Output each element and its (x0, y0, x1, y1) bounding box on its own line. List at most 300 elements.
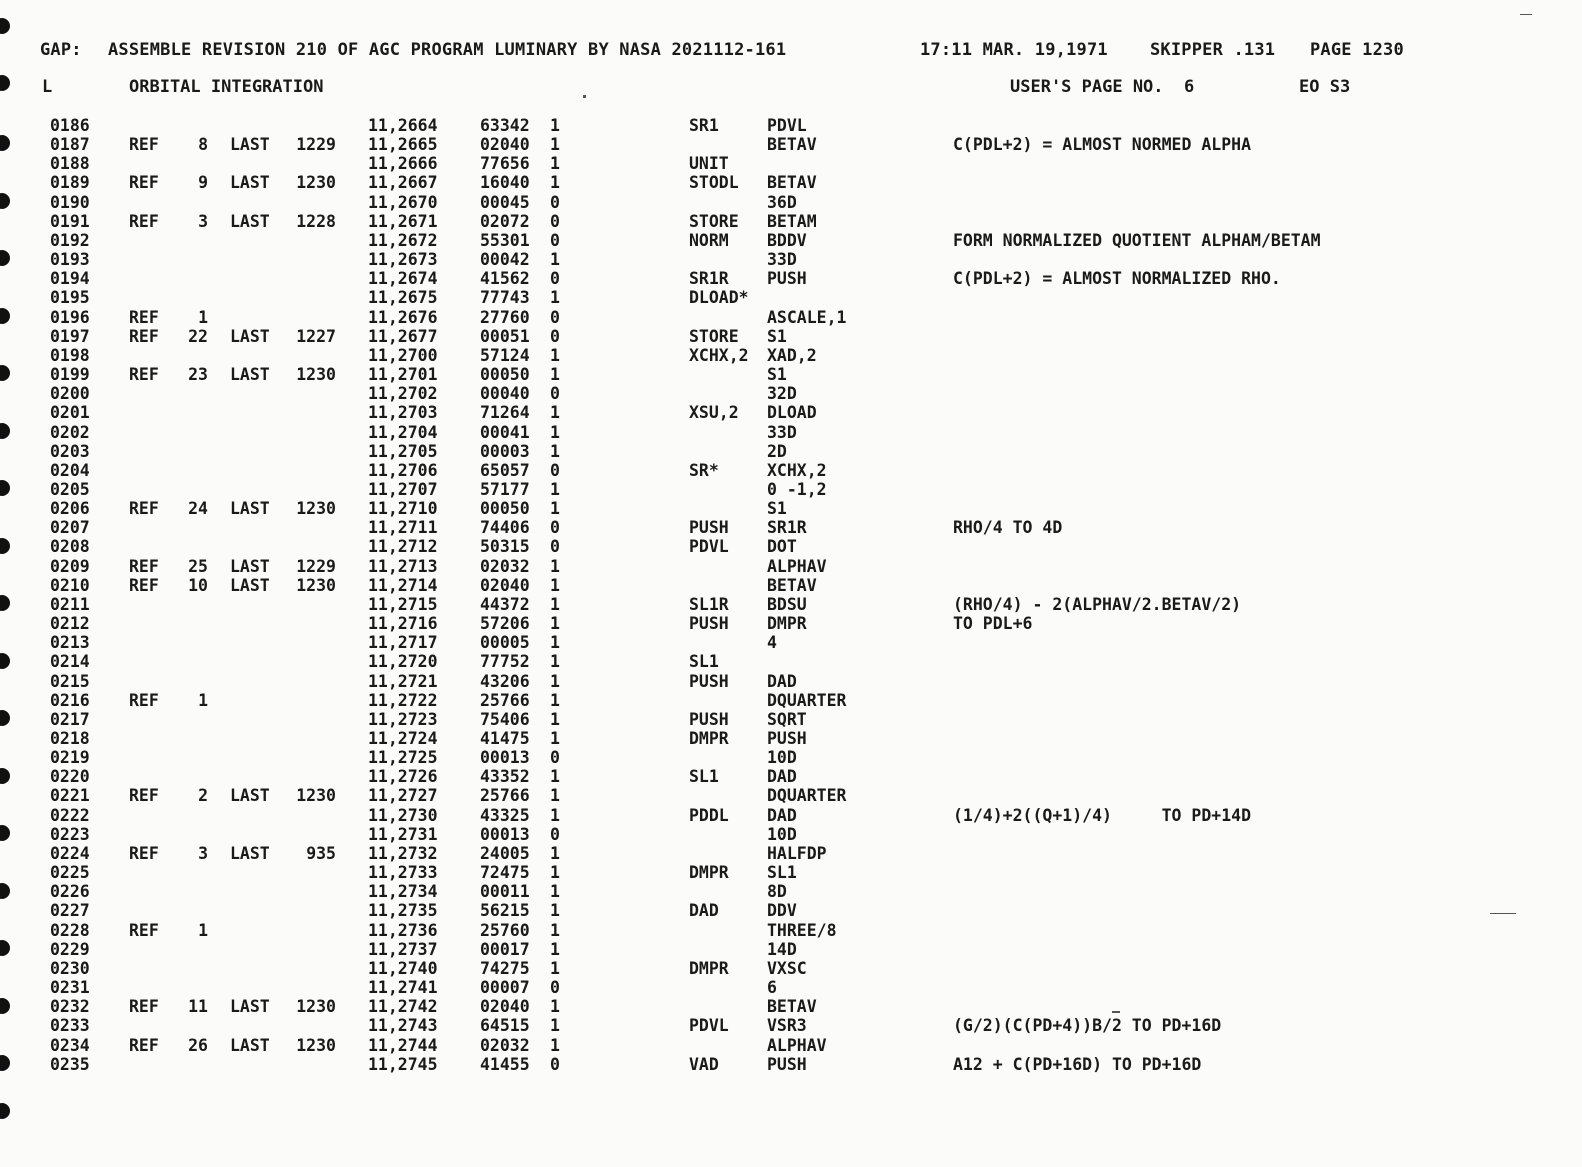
ref-label: REF (129, 690, 159, 710)
parity-bit: 0 (550, 326, 560, 346)
ref-label: REF (129, 326, 159, 346)
line-number: 0222 (50, 805, 90, 825)
memory-address: 11,2706 (368, 460, 438, 480)
line-number: 0208 (50, 537, 90, 557)
line-number: 0204 (50, 460, 90, 480)
listing-body (0, 116, 1560, 1074)
ref-label: REF (129, 997, 159, 1017)
memory-address: 11,2700 (368, 345, 438, 365)
operand: PUSH (767, 729, 807, 748)
octal-word: 00045 (480, 192, 530, 212)
revision-code: EO S3 (1299, 77, 1351, 97)
line-number: 0227 (50, 901, 90, 921)
octal-word: 27760 (480, 307, 530, 327)
listing-row (0, 212, 1560, 231)
operand: BETAM (767, 211, 817, 231)
listing-marker: L (42, 77, 53, 97)
listing-row (0, 327, 1560, 346)
parity-bit: 1 (550, 479, 560, 499)
parity-bit: 1 (550, 365, 560, 385)
opcode: DMPR (689, 863, 729, 883)
operand: DQUARTER (767, 690, 847, 710)
line-number: 0188 (50, 154, 90, 174)
memory-address: 11,2726 (368, 767, 438, 787)
last-page: 1230 (296, 997, 336, 1017)
gap-label: GAP: (40, 40, 82, 60)
listing-row (0, 825, 1560, 844)
listing-row (0, 940, 1560, 959)
memory-address: 11,2724 (368, 729, 438, 748)
memory-address: 11,2671 (368, 211, 438, 231)
listing-row (0, 806, 1560, 825)
line-number: 0226 (50, 882, 90, 902)
parity-bit: 1 (550, 345, 560, 365)
listing-row (0, 959, 1560, 978)
parity-bit: 0 (550, 748, 560, 768)
ref-count: 3 (198, 211, 208, 231)
operand: XCHX,2 (767, 460, 827, 480)
parity-bit: 1 (550, 575, 560, 595)
octal-word: 43206 (480, 671, 530, 691)
operand: ALPHAV (767, 556, 827, 576)
listing-row (0, 442, 1560, 461)
octal-word: 77752 (480, 652, 530, 672)
comment: C(PDL+2) = ALMOST NORMALIZED RHO. (953, 269, 1281, 289)
octal-word: 25760 (480, 920, 530, 940)
opcode: XSU,2 (689, 403, 739, 423)
ref-label: REF (129, 843, 159, 863)
line-number: 0213 (50, 633, 90, 653)
parity-bit: 0 (550, 978, 560, 998)
listing-header (40, 40, 1560, 60)
memory-address: 11,2665 (368, 135, 438, 155)
line-number: 0233 (50, 1016, 90, 1036)
comment: C(PDL+2) = ALMOST NORMED ALPHA (953, 135, 1252, 155)
opcode: SL1 (689, 652, 719, 672)
parity-bit: 0 (550, 230, 560, 250)
line-number: 0192 (50, 230, 90, 250)
ref-count: 25 (188, 556, 208, 576)
listing-row (0, 308, 1560, 327)
memory-address: 11,2725 (368, 748, 438, 768)
opcode: XCHX,2 (689, 345, 749, 365)
parity-bit: 0 (550, 211, 560, 231)
ref-count: 9 (198, 173, 208, 193)
octal-word: 02040 (480, 135, 530, 155)
octal-word: 00041 (480, 422, 530, 442)
memory-address: 11,2737 (368, 939, 438, 959)
listing-row (0, 729, 1560, 748)
listing-row (0, 595, 1560, 614)
listing-row (0, 116, 1560, 135)
last-label: LAST (230, 499, 270, 519)
last-page: 1230 (296, 173, 336, 193)
listing-row (0, 135, 1560, 154)
memory-address: 11,2727 (368, 786, 438, 806)
octal-word: 02040 (480, 575, 530, 595)
octal-word: 57206 (480, 614, 530, 634)
operand: DAD (767, 805, 797, 825)
memory-address: 11,2736 (368, 920, 438, 940)
memory-address: 11,2710 (368, 499, 438, 519)
octal-word: 56215 (480, 901, 530, 921)
ref-count: 22 (188, 326, 208, 346)
line-number: 0228 (50, 920, 90, 940)
line-number: 0225 (50, 863, 90, 883)
binder-hole (0, 75, 10, 91)
line-number: 0215 (50, 671, 90, 691)
memory-address: 11,2721 (368, 671, 438, 691)
memory-address: 11,2731 (368, 824, 438, 844)
operand: 10D (767, 824, 797, 844)
listing-row (0, 1016, 1560, 1035)
section-title: ORBITAL INTEGRATION (129, 77, 324, 97)
binder-hole (0, 18, 10, 34)
line-number: 0200 (50, 384, 90, 404)
octal-word: 00017 (480, 939, 530, 959)
octal-word: 24005 (480, 843, 530, 863)
line-number: 0189 (50, 173, 90, 193)
octal-word: 02032 (480, 1035, 530, 1055)
opcode: VAD (689, 1054, 719, 1074)
ref-label: REF (129, 135, 159, 155)
operand: DOT (767, 537, 797, 557)
listing-row (0, 844, 1560, 863)
operand: S1 (767, 365, 787, 385)
parity-bit: 1 (550, 729, 560, 748)
opcode: SL1 (689, 767, 719, 787)
line-number: 0229 (50, 939, 90, 959)
parity-bit: 0 (550, 269, 560, 289)
operand: 0 -1,2 (767, 479, 827, 499)
memory-address: 11,2723 (368, 709, 438, 729)
listing-row (0, 576, 1560, 595)
line-number: 0186 (50, 116, 90, 135)
ref-label: REF (129, 556, 159, 576)
listing-row (0, 882, 1560, 901)
line-number: 0219 (50, 748, 90, 768)
assembly-datetime: 17:11 MAR. 19,1971 (920, 40, 1108, 60)
memory-address: 11,2715 (368, 594, 438, 614)
listing-row (0, 1036, 1560, 1055)
memory-address: 11,2741 (368, 978, 438, 998)
print-speck (1520, 14, 1532, 15)
comment: A12 + C(PD+16D) TO PD+16D (953, 1054, 1202, 1074)
octal-word: 57124 (480, 345, 530, 365)
memory-address: 11,2675 (368, 288, 438, 308)
assembly-title: ASSEMBLE REVISION 210 OF AGC PROGRAM LUMINARY BY NASA 2021112-161 (108, 40, 787, 60)
last-page: 1230 (296, 575, 336, 595)
parity-bit: 1 (550, 709, 560, 729)
parity-bit: 1 (550, 652, 560, 672)
operand: 10D (767, 748, 797, 768)
parity-bit: 1 (550, 882, 560, 902)
memory-address: 11,2713 (368, 556, 438, 576)
listing-row (0, 978, 1560, 997)
listing-row (0, 384, 1560, 403)
octal-word: 63342 (480, 116, 530, 135)
listing-row (0, 461, 1560, 480)
octal-word: 55301 (480, 230, 530, 250)
operand: BETAV (767, 173, 817, 193)
octal-word: 71264 (480, 403, 530, 423)
opcode: SR1 (689, 116, 719, 135)
memory-address: 11,2734 (368, 882, 438, 902)
octal-word: 00013 (480, 824, 530, 844)
comment: (1/4)+2((Q+1)/4) TO PD+14D (953, 805, 1252, 825)
listing-row (0, 231, 1560, 250)
memory-address: 11,2703 (368, 403, 438, 423)
last-page: 1229 (296, 556, 336, 576)
octal-word: 25766 (480, 690, 530, 710)
memory-address: 11,2670 (368, 192, 438, 212)
listing-row (0, 633, 1560, 652)
line-number: 0234 (50, 1035, 90, 1055)
memory-address: 11,2673 (368, 250, 438, 270)
memory-address: 11,2717 (368, 633, 438, 653)
listing-row (0, 537, 1560, 556)
listing-row (0, 346, 1560, 365)
memory-address: 11,2712 (368, 537, 438, 557)
listing-row (0, 786, 1560, 805)
octal-word: 00005 (480, 633, 530, 653)
last-label: LAST (230, 997, 270, 1017)
line-number: 0203 (50, 441, 90, 461)
last-label: LAST (230, 556, 270, 576)
listing-row (0, 269, 1560, 288)
parity-bit: 0 (550, 518, 560, 538)
parity-bit: 1 (550, 690, 560, 710)
listing-row (0, 748, 1560, 767)
opcode: DMPR (689, 958, 729, 978)
operand: S1 (767, 326, 787, 346)
listing-row (0, 365, 1560, 384)
line-number: 0197 (50, 326, 90, 346)
last-label: LAST (230, 843, 270, 863)
listing-row (0, 672, 1560, 691)
listing-row (0, 518, 1560, 537)
octal-word: 02072 (480, 211, 530, 231)
operand: THREE/8 (767, 920, 837, 940)
last-page: 1230 (296, 786, 336, 806)
line-number: 0207 (50, 518, 90, 538)
operand: 8D (767, 882, 787, 902)
octal-word: 00007 (480, 978, 530, 998)
last-page: 1230 (296, 365, 336, 385)
line-number: 0201 (50, 403, 90, 423)
memory-address: 11,2711 (368, 518, 438, 538)
opcode: PUSH (689, 709, 729, 729)
listing-row (0, 921, 1560, 940)
ref-count: 8 (198, 135, 208, 155)
operand: S1 (767, 499, 787, 519)
octal-word: 72475 (480, 863, 530, 883)
parity-bit: 0 (550, 1054, 560, 1074)
line-number: 0202 (50, 422, 90, 442)
listing-row (0, 154, 1560, 173)
memory-address: 11,2704 (368, 422, 438, 442)
line-number: 0223 (50, 824, 90, 844)
operand: BDSU (767, 594, 807, 614)
memory-address: 11,2743 (368, 1016, 438, 1036)
memory-address: 11,2720 (368, 652, 438, 672)
octal-word: 74275 (480, 958, 530, 978)
listing-row (0, 557, 1560, 576)
comment: TO PDL+6 (953, 614, 1033, 634)
last-page: 935 (306, 843, 336, 863)
line-number: 0193 (50, 250, 90, 270)
octal-word: 00040 (480, 384, 530, 404)
last-label: LAST (230, 1035, 270, 1055)
listing-row (0, 480, 1560, 499)
opcode: NORM (689, 230, 729, 250)
listing-row (0, 403, 1560, 422)
ref-label: REF (129, 920, 159, 940)
opcode: STORE (689, 326, 739, 346)
operand: BDDV (767, 230, 807, 250)
octal-word: 41455 (480, 1054, 530, 1074)
listing-row (0, 423, 1560, 442)
line-number: 0195 (50, 288, 90, 308)
parity-bit: 1 (550, 403, 560, 423)
operand: ALPHAV (767, 1035, 827, 1055)
comment: (G/2)(C(PD+4))B/2 TO PD+16D (953, 1016, 1222, 1036)
listing-row (0, 901, 1560, 920)
octal-word: 00003 (480, 441, 530, 461)
memory-address: 11,2664 (368, 116, 438, 135)
listing-row (0, 997, 1560, 1016)
ref-label: REF (129, 1035, 159, 1055)
parity-bit: 1 (550, 958, 560, 978)
line-number: 0231 (50, 978, 90, 998)
last-page: 1228 (296, 211, 336, 231)
parity-bit: 1 (550, 614, 560, 634)
operand: PUSH (767, 1054, 807, 1074)
line-number: 0210 (50, 575, 90, 595)
last-page: 1230 (296, 499, 336, 519)
last-label: LAST (230, 365, 270, 385)
operand: 4 (767, 633, 777, 653)
memory-address: 11,2744 (368, 1035, 438, 1055)
line-number: 0190 (50, 192, 90, 212)
parity-bit: 1 (550, 1016, 560, 1036)
line-number: 0235 (50, 1054, 90, 1074)
operand: DAD (767, 671, 797, 691)
line-number: 0218 (50, 729, 90, 748)
line-number: 0191 (50, 211, 90, 231)
operand: 6 (767, 978, 777, 998)
line-number: 0194 (50, 269, 90, 289)
memory-address: 11,2677 (368, 326, 438, 346)
memory-address: 11,2672 (368, 230, 438, 250)
line-number: 0198 (50, 345, 90, 365)
memory-address: 11,2707 (368, 479, 438, 499)
line-number: 0209 (50, 556, 90, 576)
ref-label: REF (129, 173, 159, 193)
listing-row (0, 863, 1560, 882)
ref-label: REF (129, 307, 159, 327)
octal-word: 41475 (480, 729, 530, 748)
memory-address: 11,2667 (368, 173, 438, 193)
operand: 14D (767, 939, 797, 959)
ref-count: 2 (198, 786, 208, 806)
parity-bit: 1 (550, 767, 560, 787)
octal-word: 75406 (480, 709, 530, 729)
listing-row (0, 173, 1560, 192)
parity-bit: 1 (550, 556, 560, 576)
operand: 33D (767, 250, 797, 270)
operand: BETAV (767, 135, 817, 155)
parity-bit: 1 (550, 633, 560, 653)
operand: DMPR (767, 614, 807, 634)
ref-count: 24 (188, 499, 208, 519)
line-number: 0205 (50, 479, 90, 499)
operand: 36D (767, 192, 797, 212)
octal-word: 65057 (480, 460, 530, 480)
ref-count: 1 (198, 690, 208, 710)
operand: PDVL (767, 116, 807, 135)
line-number: 0199 (50, 365, 90, 385)
parity-bit: 1 (550, 863, 560, 883)
line-number: 0220 (50, 767, 90, 787)
listing-row (0, 767, 1560, 786)
ref-label: REF (129, 211, 159, 231)
memory-address: 11,2702 (368, 384, 438, 404)
listing-row (0, 710, 1560, 729)
ref-label: REF (129, 365, 159, 385)
opcode: SL1R (689, 594, 729, 614)
octal-word: 64515 (480, 1016, 530, 1036)
operand: ASCALE,1 (767, 307, 847, 327)
operand: BETAV (767, 997, 817, 1017)
ref-count: 3 (198, 843, 208, 863)
last-page: 1227 (296, 326, 336, 346)
binder-hole (0, 1103, 10, 1119)
listing-row (0, 652, 1560, 671)
operand: VSR3 (767, 1016, 807, 1036)
operand: DDV (767, 901, 797, 921)
line-number: 0221 (50, 786, 90, 806)
operand: 33D (767, 422, 797, 442)
parity-bit: 1 (550, 154, 560, 174)
parity-bit: 1 (550, 441, 560, 461)
parity-bit: 0 (550, 192, 560, 212)
parity-bit: 1 (550, 901, 560, 921)
line-number: 0232 (50, 997, 90, 1017)
parity-bit: 1 (550, 997, 560, 1017)
line-number: 0217 (50, 709, 90, 729)
memory-address: 11,2732 (368, 843, 438, 863)
octal-word: 02040 (480, 997, 530, 1017)
opcode: PUSH (689, 518, 729, 538)
ref-count: 23 (188, 365, 208, 385)
last-label: LAST (230, 575, 270, 595)
listing-row (0, 691, 1560, 710)
operand: PUSH (767, 269, 807, 289)
memory-address: 11,2716 (368, 614, 438, 634)
opcode: DAD (689, 901, 719, 921)
listing-row (0, 1055, 1560, 1074)
memory-address: 11,2666 (368, 154, 438, 174)
operand: SQRT (767, 709, 807, 729)
parity-bit: 1 (550, 1035, 560, 1055)
operand: SR1R (767, 518, 807, 538)
operand: 2D (767, 441, 787, 461)
octal-word: 77656 (480, 154, 530, 174)
octal-word: 00050 (480, 365, 530, 385)
octal-word: 43352 (480, 767, 530, 787)
memory-address: 11,2733 (368, 863, 438, 883)
